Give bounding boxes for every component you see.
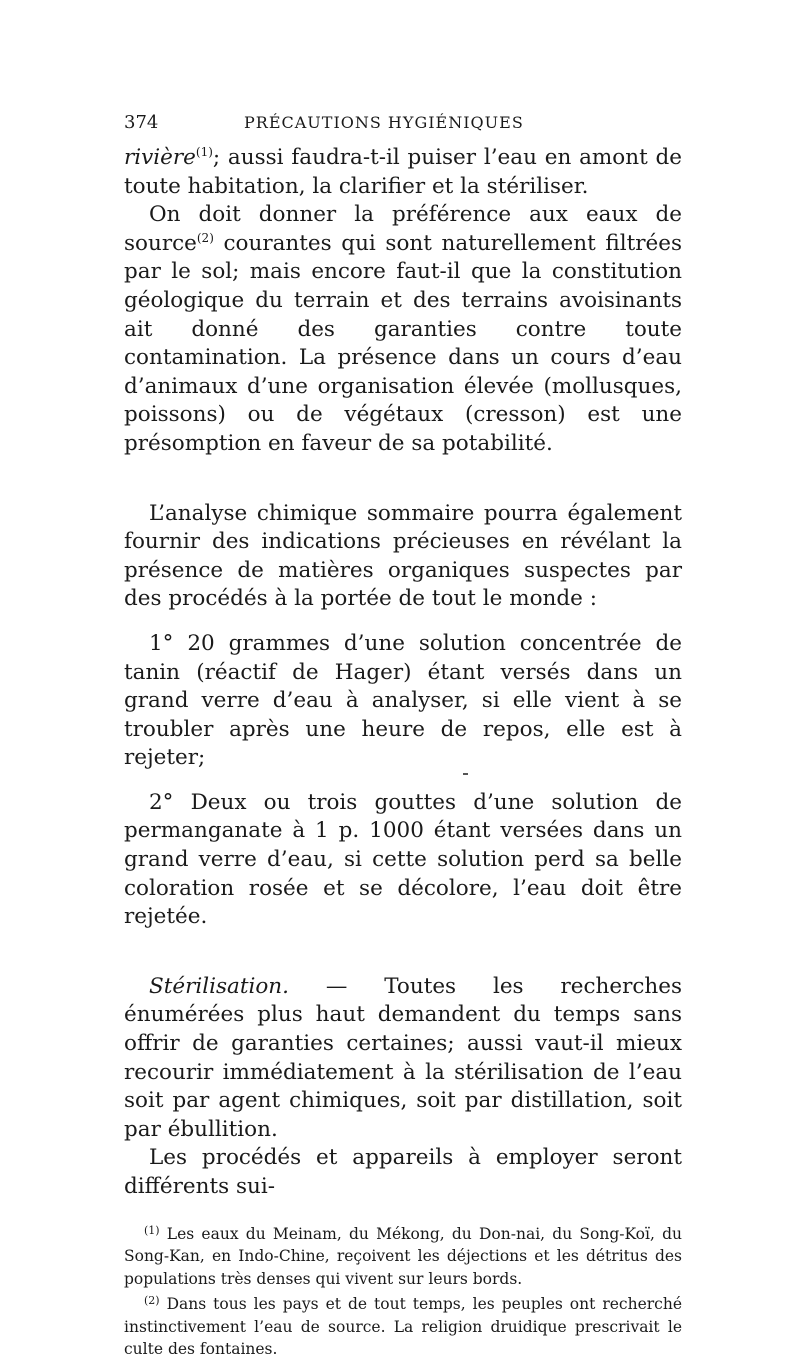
section-heading-sterilisation: Stérilisation.	[149, 973, 289, 999]
page-number: 374	[124, 112, 159, 133]
paragraph-2-after: courantes qui sont naturellement filtrées par le sol; mais encore faut-il que la constitution géologique du terrain et des terrains avoisinants ait donné des garanties contre toute contamination. La présence dans un cours d’eau d’animaux d’une organisation élevée (mollusques, poissons) ou de végétaux (cresson) est une présomption en faveur de sa potabilité.	[124, 230, 682, 456]
footnote-1	[124, 1220, 682, 1291]
paragraph-2-before: On doit donner la préférence aux eaux de source	[124, 202, 682, 256]
page-content	[124, 112, 682, 1361]
footnote-1-text: Les eaux du Meinam, du Mékong, du Don-nai, du Song-Koï, du Song-Kan, en Indo-Chine, reçoivent les déjections et les détritus des populations très denses qui vivent sur leurs bords.	[124, 1224, 682, 1288]
footnotes	[124, 1220, 682, 1361]
footnote-1-mark: (1)	[144, 1223, 160, 1237]
paragraph-1	[124, 144, 682, 201]
footnote-2-text: Dans tous les pays et de tout temps, les peuples ont recherché instinctivement l’eau de source. La religion druidique prescrivait le culte des fontaines.	[124, 1295, 682, 1359]
footnote-ref-2: (2)	[196, 230, 214, 245]
footnote-2	[124, 1290, 682, 1361]
running-title: PRÉCAUTIONS HYGIÉNIQUES	[244, 113, 524, 132]
paragraph-4: 1° 20 grammes d’une solution concentrée de tanin (réactif de Hager) étant versés dans un grand verre d’eau à analyser, si elle vient à se troubler après une heure de repos, elle est à rejeter;	[124, 630, 682, 771]
stray-ink-mark	[463, 773, 468, 775]
paragraph-3: L’analyse chimique sommaire pourra également fournir des indications précieuses en révélant la présence de matières organiques suspectes par des procédés à la portée de tout le monde :	[124, 500, 682, 612]
paragraph-2	[124, 201, 682, 458]
paragraph-5: 2° Deux ou trois gouttes d’une solution de permanganate à 1 p. 1000 étant versées dans un grand verre d’eau, si cette solution perd sa belle coloration rosée et se décolore, l’eau doit être rejetée.	[124, 789, 682, 930]
paragraph-6	[124, 973, 682, 1145]
word-riviere: rivière	[124, 145, 196, 170]
footnote-2-mark: (2)	[144, 1294, 160, 1308]
paragraph-7: Les procédés et appareils à employer seront différents sui-	[124, 1145, 682, 1199]
paragraph-6-text: — Toutes les recherches énumérées plus haut demandent du temps sans offrir de garanties certaines; aussi vaut-il mieux recourir immédiatement à la stérilisation de l’eau soit par agent chimiques, soit par distillation, soit par ébullition.	[124, 973, 682, 1142]
running-header	[124, 112, 682, 144]
footnote-ref-1: (1)	[195, 145, 213, 159]
paragraph-1-text: ; aussi faudra-t-il puiser l’eau en amont de toute habitation, la clarifier et la stériliser.	[124, 145, 682, 199]
